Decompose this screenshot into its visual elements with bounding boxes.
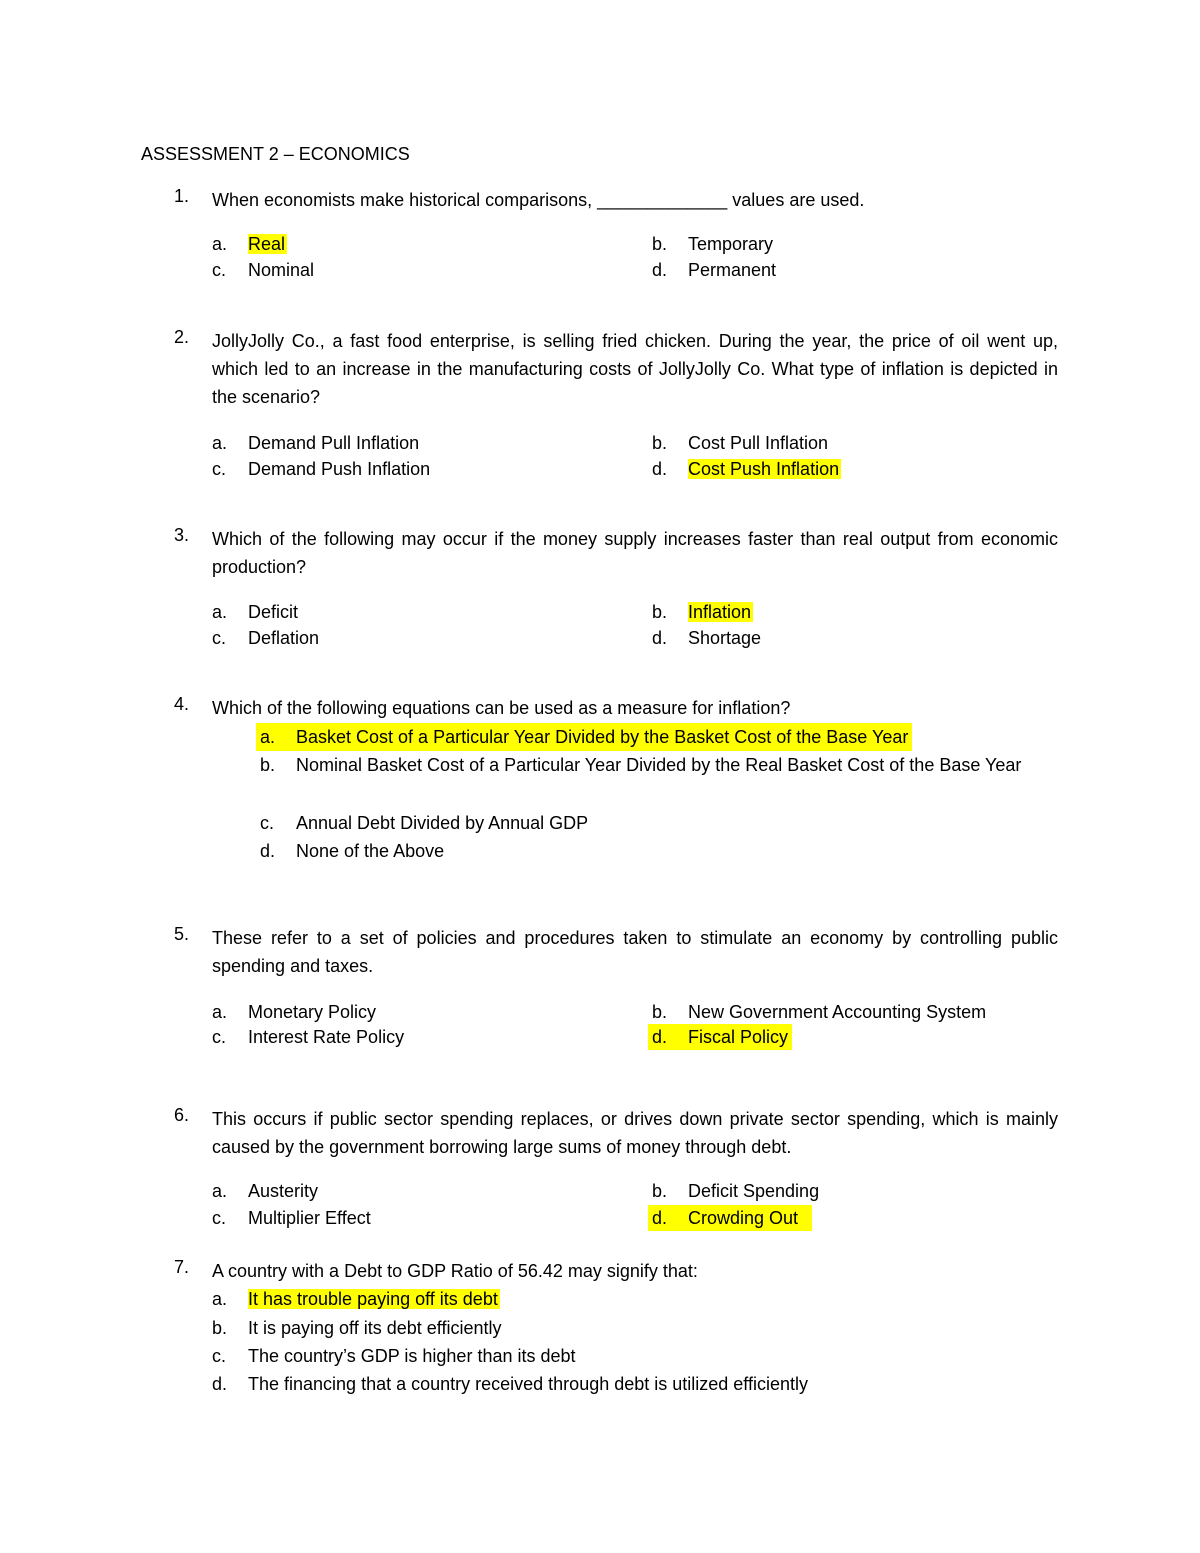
question-number: 3. <box>174 525 190 545</box>
option-1b: b. Temporary <box>652 234 774 254</box>
question-7 <box>174 1257 1058 1285</box>
option-2c: c. Demand Push Inflation <box>212 459 431 479</box>
option-2d: d. Cost Push Inflation <box>652 459 840 479</box>
answer-highlight: Fiscal Policy <box>688 1027 789 1047</box>
question-text: These refer to a set of policies and procedures taken to stimulate an economy by controlling public spending and taxes. <box>212 928 1058 976</box>
question-number: 2. <box>174 327 190 347</box>
question-1 <box>174 186 1058 214</box>
option-1c: c. Nominal <box>212 260 315 280</box>
question-number: 7. <box>174 1257 190 1277</box>
option-4d: d. None of the Above <box>260 841 445 861</box>
option-5c: c. Interest Rate Policy <box>212 1027 405 1047</box>
question-number: 1. <box>174 186 190 206</box>
option-4a: a. Basket Cost of a Particular Year Divided by the Basket Cost of the Base Year <box>256 723 912 751</box>
option-7d: d. The financing that a country received through debt is utilized efficiently <box>212 1374 808 1394</box>
option-1a: a. Real <box>212 234 286 254</box>
option-6c: c. Multiplier Effect <box>212 1208 371 1228</box>
question-4 <box>174 694 1058 722</box>
option-2a: a. Demand Pull Inflation <box>212 433 420 453</box>
answer-highlight: It has trouble paying off its debt <box>248 1289 498 1309</box>
option-6a: a. Austerity <box>212 1181 319 1201</box>
option-5b: b. New Government Accounting System <box>652 1002 987 1022</box>
option-2b: b. Cost Pull Inflation <box>652 433 829 453</box>
question-text: Which of the following equations can be used as a measure for inflation? <box>212 698 791 718</box>
answer-highlight: Basket Cost of a Particular Year Divided by the Basket Cost of the Base Year <box>296 727 909 747</box>
option-4c: c. Annual Debt Divided by Annual GDP <box>260 813 589 833</box>
question-5 <box>174 924 1058 980</box>
question-6 <box>174 1105 1058 1161</box>
question-text: This occurs if public sector spending replaces, or drives down private sector spending, which is mainly caused by the government borrowing large sums of money through debt. <box>212 1109 1058 1157</box>
question-number: 6. <box>174 1105 190 1125</box>
question-text: Which of the following may occur if the money supply increases faster than real output from economic production? <box>212 529 1058 577</box>
option-7b: b. It is paying off its debt efficiently <box>212 1318 502 1338</box>
question-text: JollyJolly Co., a fast food enterprise, is selling fried chicken. During the year, the price of oil went up, which led to an increase in the manufacturing costs of JollyJolly Co. What type of inflation is depicted in the scenario? <box>212 331 1058 407</box>
page-title: ASSESSMENT 2 – ECONOMICS <box>141 144 410 164</box>
question-number: 5. <box>174 924 190 944</box>
question-text: When economists make historical comparisons, _____________ values are used. <box>212 190 865 210</box>
option-7a: a. It has trouble paying off its debt <box>212 1289 498 1309</box>
option-4b: b. Nominal Basket Cost of a Particular Year Divided by the Real Basket Cost of the Base Year <box>260 755 1022 775</box>
answer-highlight: Cost Push Inflation <box>688 459 840 479</box>
answer-highlight: Real <box>248 234 286 254</box>
option-1d: d. Permanent <box>652 260 777 280</box>
option-7c: c. The country’s GDP is higher than its debt <box>212 1346 576 1366</box>
question-3 <box>174 525 1058 581</box>
answer-highlight: Inflation <box>688 602 752 622</box>
question-text: A country with a Debt to GDP Ratio of 56.42 may signify that: <box>212 1261 698 1281</box>
option-5a: a. Monetary Policy <box>212 1002 377 1022</box>
question-number: 4. <box>174 694 190 714</box>
answer-highlight: Crowding Out <box>688 1208 799 1228</box>
question-2 <box>174 327 1058 411</box>
option-3c: c. Deflation <box>212 628 320 648</box>
option-6d: d. Crowding Out <box>648 1205 812 1231</box>
option-6b: b. Deficit Spending <box>652 1181 820 1201</box>
option-3b: b. Inflation <box>652 602 752 622</box>
option-3a: a. Deficit <box>212 602 299 622</box>
option-3d: d. Shortage <box>652 628 762 648</box>
option-5d: d. Fiscal Policy <box>648 1024 792 1050</box>
